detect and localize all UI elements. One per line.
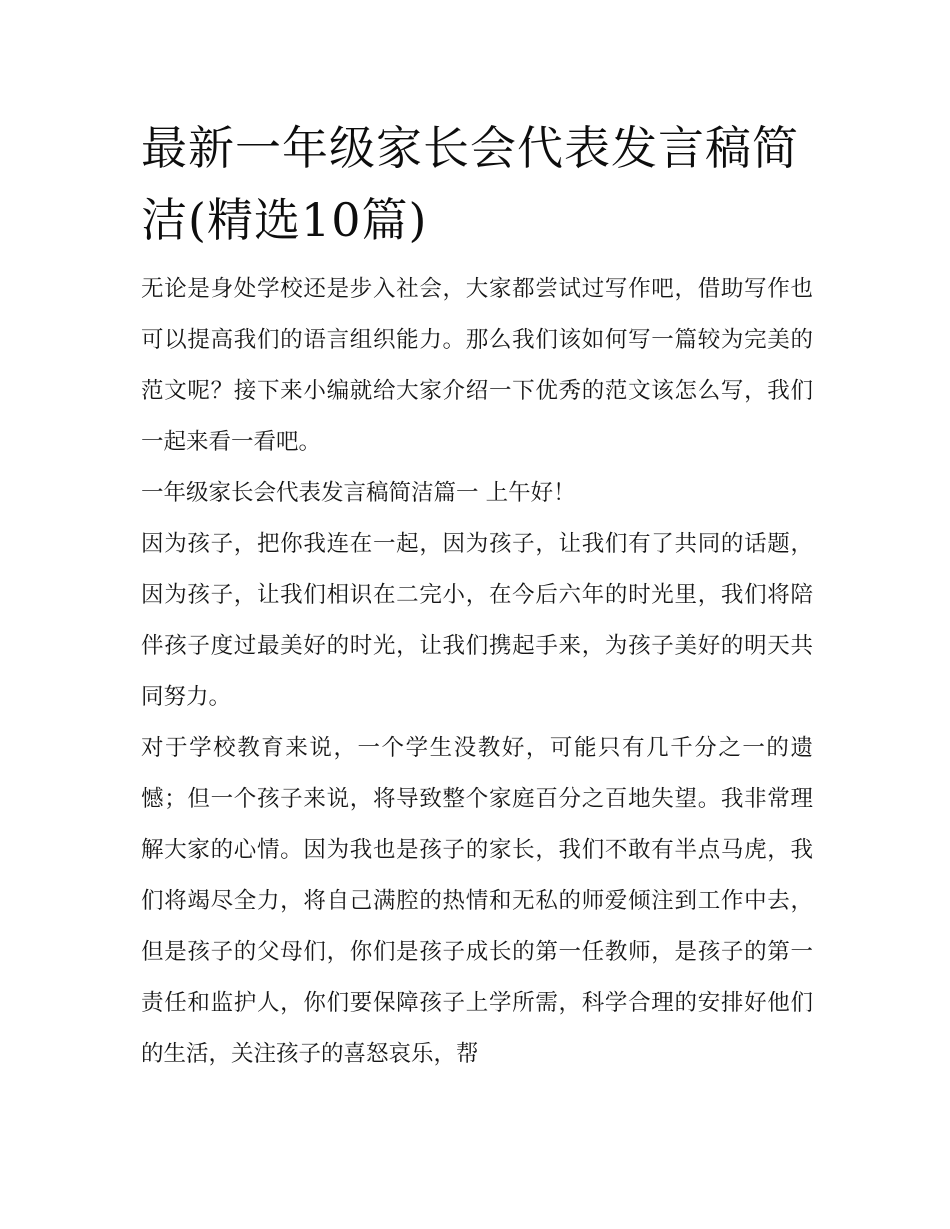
document-title: 最新一年级家长会代表发言稿简洁(精选10篇) [141,121,799,247]
body-paragraph: 因为孩子，把你我连在一起，因为孩子，让我们有了共同的话题，因为孩子，让我们相识在二完小，在今后六年的时光里，我们将陪伴孩子度过最美好的时光，让我们携起手来，为孩子美好的明天共同努力。 [141,531,813,710]
document-body [141,112,813,1080]
body-paragraph: 对于学校教育来说，一个学生没教好，可能只有几千分之一的遗憾；但一个孩子来说，将导致整个家庭百分之百地失望。我非常理解大家的心情。因为我也是孩子的家长，我们不敢有半点马虎，我们将竭尽全力，将自己满腔的热情和无私的师爱倾注到工作中去，但是孩子的父母们，你们是孩子成长的第一任教师，是孩子的第一责任和监护人，你们要保障孩子上学所需，科学合理的安排好他们的生活，关注孩子的喜怒哀乐，帮 [141,735,813,1067]
section-heading-paragraph: 一年级家长会代表发言稿简洁篇一 上午好！ [141,480,576,506]
intro-paragraph: 无论是身处学校还是步入社会，大家都尝试过写作吧，借助写作也可以提高我们的语言组织能力。那么我们该如何写一篇较为完美的范文呢？接下来小编就给大家介绍一下优秀的范文该怎么写，我们一起来看一看吧。 [141,276,813,455]
